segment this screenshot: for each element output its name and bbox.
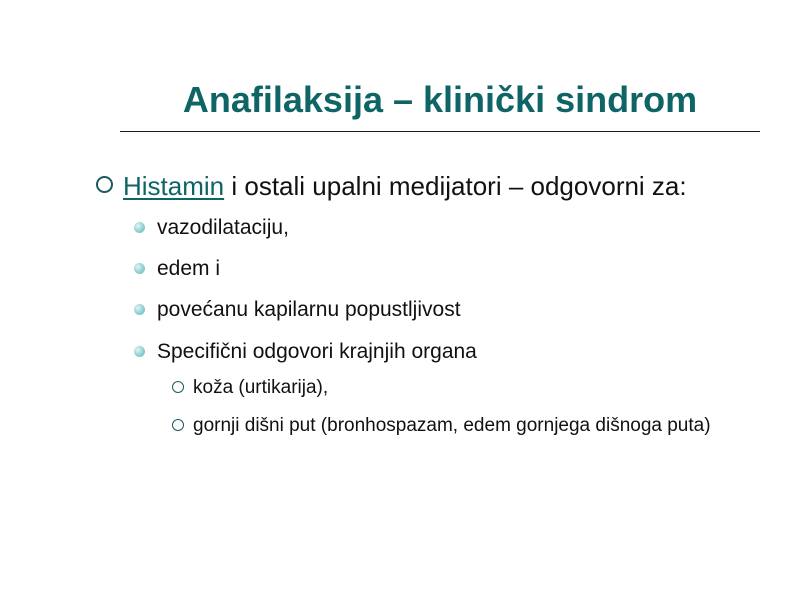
ring-bullet-icon [172, 381, 184, 393]
sub-bullet-text: Specifični odgovori krajnjih organa [157, 340, 477, 363]
sub-bullet-text: edem i [157, 257, 221, 280]
dot-bullet-icon [134, 263, 145, 274]
sub-bullet [134, 338, 477, 366]
sub-sub-bullet [172, 375, 328, 401]
dot-bullet-icon [134, 346, 145, 357]
sub-sub-bullet [172, 413, 723, 439]
sub-bullet-text: vazodilataciju, [157, 216, 289, 239]
sub-sub-bullet-text: koža (urtikarija), [193, 377, 329, 398]
main-bullet-text [123, 170, 687, 202]
sub-bullet [134, 255, 220, 283]
dot-bullet-icon [134, 304, 145, 315]
ring-bullet-icon [96, 176, 113, 193]
main-bullet-rest: i ostali upalni medijatori – odgovorni za: [224, 171, 687, 201]
sub-bullet-text: povećanu kapilarnu popustljivost [157, 298, 461, 321]
title-divider [120, 131, 760, 132]
histamin-link[interactable]: Histamin [123, 171, 225, 201]
sub-bullet [134, 296, 461, 324]
slide-title: Anafilaksija – klinički sindrom [182, 79, 698, 120]
dot-bullet-icon [134, 222, 145, 233]
sub-bullet [134, 214, 289, 242]
main-bullet [96, 170, 687, 202]
ring-bullet-icon [172, 419, 184, 431]
sub-sub-bullet-text: gornji dišni put (bronhospazam, edem gornjega dišnoga puta) [193, 415, 711, 436]
